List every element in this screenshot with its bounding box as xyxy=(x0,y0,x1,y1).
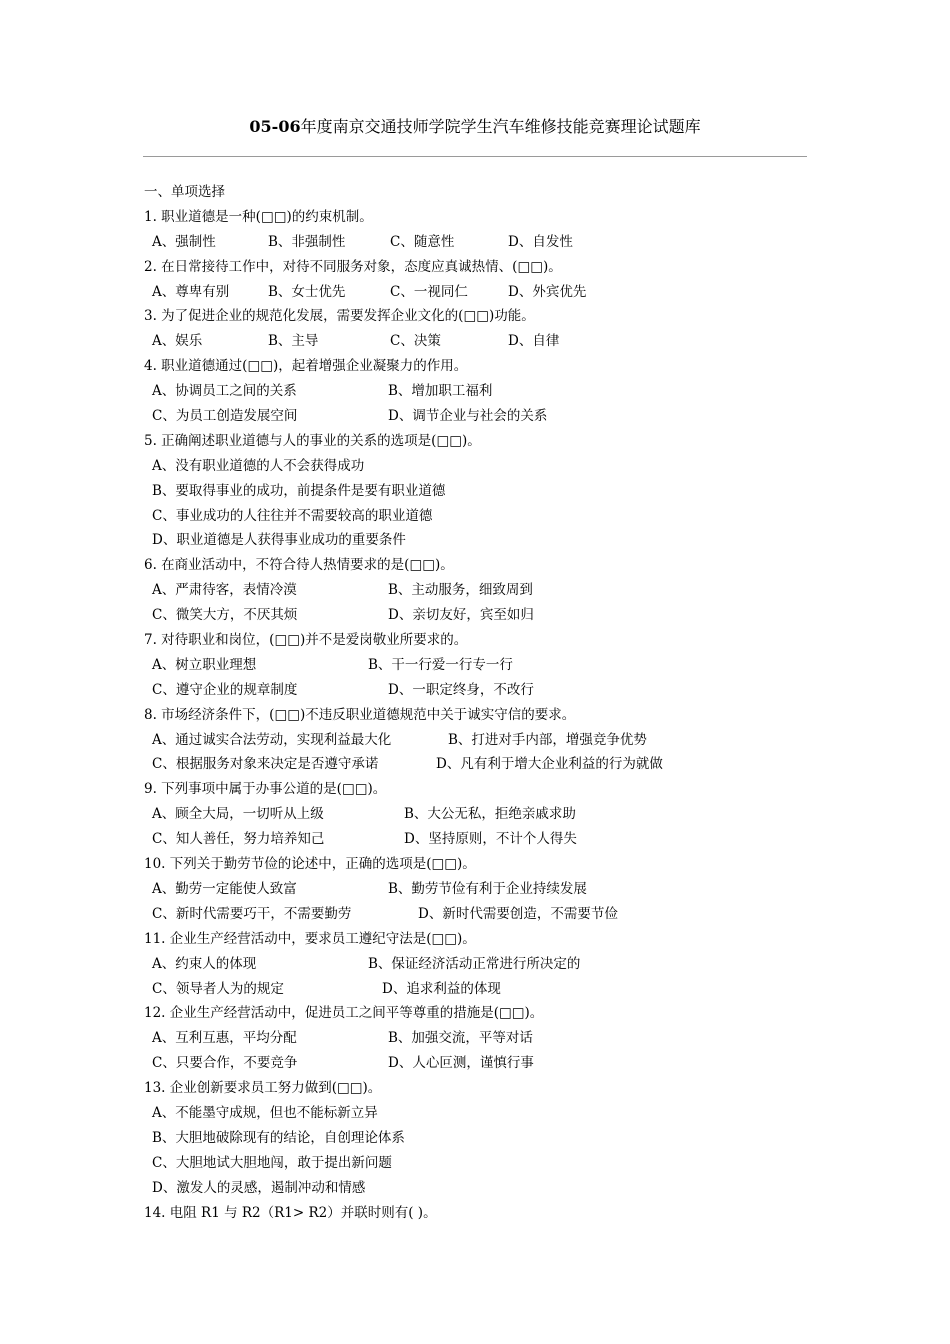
option-c: C、新时代需要巧干，不需要勤劳 xyxy=(152,905,352,922)
option-a: A、不能墨守成规，但也不能标新立异 xyxy=(152,1104,378,1121)
option-d: D、激发人的灵感，遏制冲动和情感 xyxy=(152,1179,366,1196)
question-stem: 13. 企业创新要求员工努力做到(□□)。 xyxy=(144,1080,382,1097)
option-a: A、没有职业道德的人不会获得成功 xyxy=(152,457,365,474)
option-c: C、遵守企业的规章制度 xyxy=(152,681,298,698)
question-stem: 9. 下列事项中属于办事公道的是(□□)。 xyxy=(144,781,387,798)
option-row xyxy=(144,454,804,479)
question-stem: 5. 正确阐述职业道德与人的事业的关系的选项是(□□)。 xyxy=(144,432,481,449)
option-c: C、知人善任，努力培养知己 xyxy=(152,831,325,848)
option-c: C、大胆地试大胆地闯，敢于提出新问题 xyxy=(152,1154,392,1171)
option-row xyxy=(144,877,804,902)
option-a: A、约束人的体现 xyxy=(152,955,257,972)
option-b: B、加强交流，平等对话 xyxy=(388,1030,533,1047)
option-row xyxy=(144,578,804,603)
option-b: B、勤劳节俭有利于企业持续发展 xyxy=(388,880,587,897)
option-row xyxy=(144,379,804,404)
option-d: D、一职定终身，不改行 xyxy=(388,681,534,698)
option-row xyxy=(144,528,804,553)
option-row xyxy=(144,1101,804,1126)
question-stem: 11. 企业生产经营活动中，要求员工遵纪守法是(□□)。 xyxy=(144,930,476,947)
option-d: D、坚持原则，不计个人得失 xyxy=(404,831,577,848)
option-a: A、顾全大局，一切听从上级 xyxy=(152,806,324,823)
option-a: A、严肃待客，表情冷漠 xyxy=(152,582,297,599)
option-row xyxy=(144,1051,804,1076)
option-row xyxy=(144,952,804,977)
option-row xyxy=(144,404,804,429)
option-d: D、新时代需要创造，不需要节俭 xyxy=(418,905,618,922)
option-d: D、调节企业与社会的关系 xyxy=(388,408,548,425)
option-row xyxy=(144,479,804,504)
option-row xyxy=(144,728,804,753)
question-stem: 12. 企业生产经营活动中，促进员工之间平等尊重的措施是(□□)。 xyxy=(144,1005,544,1022)
option-b: B、要取得事业的成功，前提条件是要有职业道德 xyxy=(152,482,446,499)
option-a: A、协调员工之间的关系 xyxy=(152,383,297,400)
question-stem: 3. 为了促进企业的规范化发展，需要发挥企业文化的(□□)功能。 xyxy=(144,308,535,325)
option-c: C、只要合作，不要竞争 xyxy=(152,1055,298,1072)
option-row xyxy=(144,329,804,354)
option-c: C、微笑大方，不厌其烦 xyxy=(152,607,298,624)
option-d: D、自发性 xyxy=(508,233,573,250)
option-d: D、追求利益的体现 xyxy=(382,980,501,997)
option-row xyxy=(144,603,804,628)
option-b: B、打进对手内部，增强竞争优势 xyxy=(448,731,647,748)
option-c: C、领导者人为的规定 xyxy=(152,980,284,997)
option-b: B、主动服务，细致周到 xyxy=(388,582,533,599)
option-d: D、亲切友好，宾至如归 xyxy=(388,607,534,624)
option-row xyxy=(144,977,804,1002)
option-b: B、大公无私，拒绝亲戚求助 xyxy=(404,806,576,823)
option-a: A、通过诚实合法劳动，实现利益最大化 xyxy=(152,731,392,748)
option-a: A、强制性 xyxy=(152,233,216,250)
question-stem: 4. 职业道德通过(□□)，起着增强企业凝聚力的作用。 xyxy=(144,358,468,375)
option-row xyxy=(144,504,804,529)
page-title xyxy=(0,116,950,138)
option-row xyxy=(144,752,804,777)
option-b: B、非强制性 xyxy=(268,233,346,250)
option-d: D、自律 xyxy=(508,333,560,350)
option-b: B、保证经济活动正常进行所决定的 xyxy=(368,955,581,972)
question-stem: 1. 职业道德是一种(□□)的约束机制。 xyxy=(144,208,373,225)
option-b: B、主导 xyxy=(268,333,319,350)
option-a: A、尊卑有别 xyxy=(152,283,230,300)
option-b: B、女士优先 xyxy=(268,283,346,300)
option-c: C、随意性 xyxy=(390,233,455,250)
option-c: C、为员工创造发展空间 xyxy=(152,408,298,425)
option-b: B、增加职工福利 xyxy=(388,383,493,400)
option-row xyxy=(144,1176,804,1201)
option-a: A、勤劳一定能使人致富 xyxy=(152,880,297,897)
option-c: C、根据服务对象来决定是否遵守承诺 xyxy=(152,756,379,773)
title-text: 年度南京交通技师学院学生汽车维修技能竞赛理论试题库 xyxy=(300,117,701,136)
option-d: D、外宾优先 xyxy=(508,283,587,300)
option-row xyxy=(144,827,804,852)
option-row xyxy=(144,280,804,305)
option-row xyxy=(144,678,804,703)
option-row xyxy=(144,1026,804,1051)
option-row xyxy=(144,653,804,678)
option-b: B、大胆地破除现有的结论，自创理论体系 xyxy=(152,1129,405,1146)
option-c: C、一视同仁 xyxy=(390,283,468,300)
option-a: A、娱乐 xyxy=(152,333,203,350)
question-stem: 14. 电阻 R1 与 R2（R1> R2）并联时则有( )。 xyxy=(144,1204,437,1221)
title-divider xyxy=(143,156,807,157)
question-stem: 2. 在日常接待工作中，对待不同服务对象，态度应真诚热情、(□□)。 xyxy=(144,258,562,275)
option-row xyxy=(144,902,804,927)
option-c: C、决策 xyxy=(390,333,441,350)
question-stem: 10. 下列关于勤劳节俭的论述中，正确的选项是(□□)。 xyxy=(144,856,476,873)
option-row xyxy=(144,230,804,255)
option-row xyxy=(144,1151,804,1176)
option-d: D、职业道德是人获得事业成功的重要条件 xyxy=(152,532,406,549)
question-stem: 7. 对待职业和岗位，(□□)并不是爱岗敬业所要求的。 xyxy=(144,632,468,649)
option-row xyxy=(144,1126,804,1151)
option-row xyxy=(144,802,804,827)
option-c: C、事业成功的人往往并不需要较高的职业道德 xyxy=(152,507,433,524)
section-heading: 一、单项选择 xyxy=(144,184,225,200)
question-list xyxy=(144,180,804,1225)
question-stem: 6. 在商业活动中，不符合待人热情要求的是(□□)。 xyxy=(144,557,454,574)
option-d: D、人心叵测，谨慎行事 xyxy=(388,1055,534,1072)
option-d: D、凡有利于增大企业利益的行为就做 xyxy=(436,756,663,773)
question-stem: 8. 市场经济条件下，(□□)不违反职业道德规范中关于诚实守信的要求。 xyxy=(144,706,576,723)
option-b: B、干一行爱一行专一行 xyxy=(368,656,513,673)
option-a: A、树立职业理想 xyxy=(152,656,257,673)
option-a: A、互利互惠，平均分配 xyxy=(152,1030,297,1047)
title-year: 05-06 xyxy=(249,117,301,136)
